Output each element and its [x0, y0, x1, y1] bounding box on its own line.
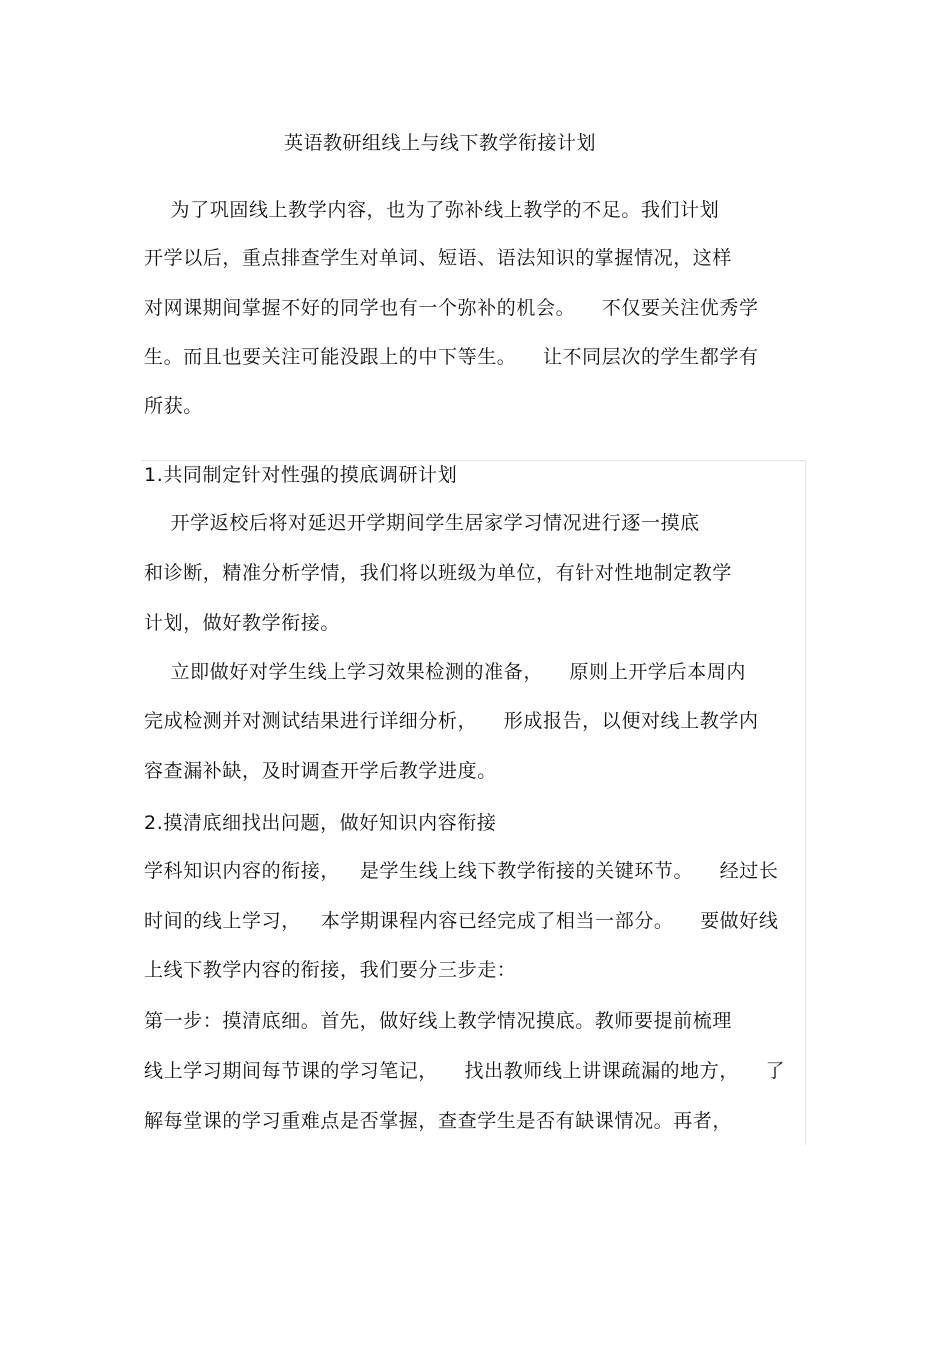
intro-line-3: 对网课期间掌握不好的同学也有一个弥补的机会。 不仅要关注优秀学: [144, 297, 759, 319]
section-1-heading: 1.共同制定针对性强的摸底调研计划: [144, 464, 458, 486]
section-2-step-1-line-3: 解每堂课的学习重难点是否掌握，查查学生是否有缺课情况。再者，: [144, 1110, 733, 1132]
section-2-step-1-line-2: 线上学习期间每节课的学习笔记， 找出教师线上讲课疏漏的地方， 了: [144, 1060, 786, 1082]
intro-line-5: 所获。: [144, 395, 203, 417]
intro-line-1: 为了巩固线上教学内容，也为了弥补线上教学的不足。我们计划: [144, 199, 720, 221]
intro-line-4: 生。而且也要关注可能没跟上的中下等生。 让不同层次的学生都学有: [144, 346, 759, 368]
document-title: 英语教研组线上与线下教学衔接计划: [283, 132, 596, 154]
section-2-para-1-line-1: 学科知识内容的衔接， 是学生线上线下教学衔接的关键环节。 经过长: [144, 860, 779, 882]
section-2-heading: 2.摸清底细找出问题，做好知识内容衔接: [144, 812, 497, 834]
section-1-para-2-line-1: 立即做好对学生线上学习效果检测的准备， 原则上开学后本周内: [144, 661, 746, 683]
section-1-para-2-line-3: 容查漏补缺，及时调查开学后教学进度。: [144, 760, 497, 782]
section-2-step-1-line-1: 第一步：摸清底细。首先，做好线上教学情况摸底。教师要提前梳理: [144, 1010, 733, 1032]
intro-line-2: 开学以后，重点排查学生对单词、短语、语法知识的掌握情况，这样: [144, 247, 733, 269]
section-2-para-1-line-3: 上线下教学内容的衔接，我们要分三步走：: [144, 959, 517, 981]
section-2-para-1-line-2: 时间的线上学习， 本学期课程内容已经完成了相当一部分。 要做好线: [144, 910, 779, 932]
section-1-para-1-line-3: 计划，做好教学衔接。: [144, 612, 341, 634]
section-1-para-1-line-2: 和诊断，精准分析学情，我们将以班级为单位，有针对性地制定教学: [144, 562, 733, 584]
section-1-para-1-line-1: 开学返校后将对延迟开学期间学生居家学习情况进行逐一摸底: [144, 512, 700, 534]
section-1-para-2-line-2: 完成检测并对测试结果进行详细分析， 形成报告，以便对线上教学内: [144, 710, 759, 732]
